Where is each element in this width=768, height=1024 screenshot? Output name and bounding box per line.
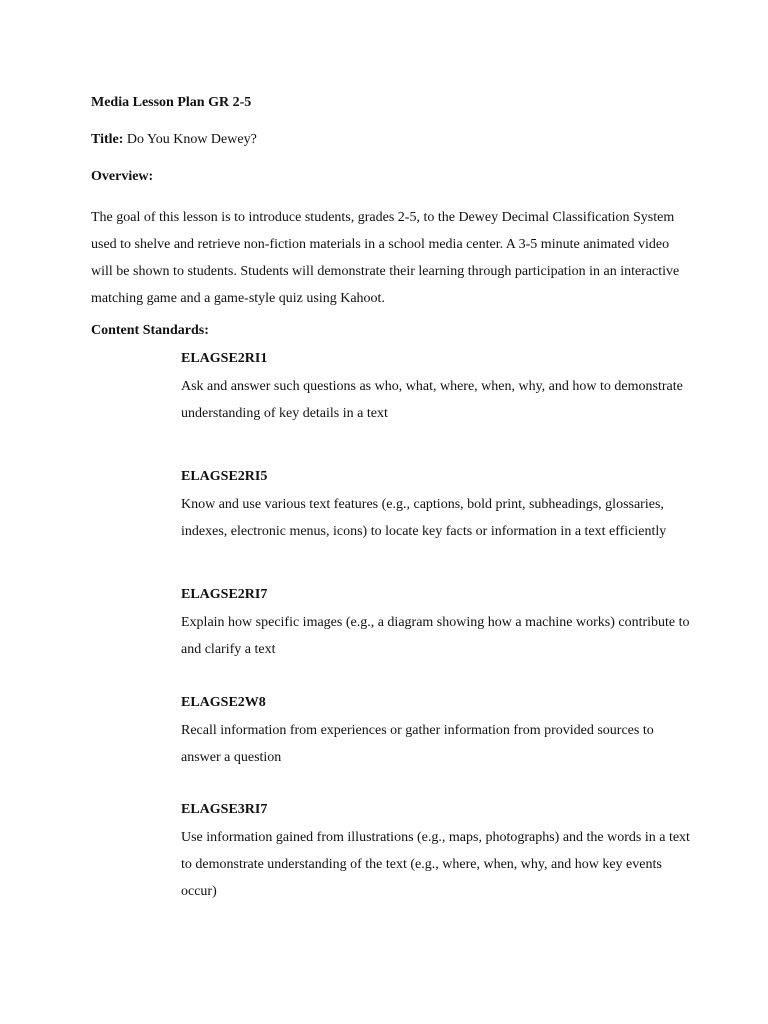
standard-item (181, 693, 691, 800)
standard-description: Recall information from experiences or gather information from provided sources to answer a question (181, 723, 654, 765)
title-value: Do You Know Dewey? (123, 132, 257, 147)
content-standards-label: Content Standards: (91, 323, 209, 338)
standard-description: Explain how specific images (e.g., a diagram showing how a machine works) contribute to and clarify a text (181, 615, 690, 657)
standard-description: Know and use various text features (e.g., captions, bold print, subheadings, glossaries, indexes, electronic menus, icons) to locate key facts or information in a text efficiently (181, 497, 667, 539)
standard-item (181, 349, 691, 467)
title-line (91, 131, 257, 149)
title-label: Title: (91, 132, 124, 147)
overview-paragraph: The goal of this lesson is to introduce students, grades 2-5, to the Dewey Decimal Classification System used to shelve and retrieve non-fiction materials in a school media center. A 3-5 minute animated video will be shown to students. Students will demonstrate their learning through participation in an interactive matching game and a game-style quiz using Kahoot. (91, 210, 680, 306)
standard-code: ELAGSE2RI1 (181, 351, 268, 366)
standard-item (181, 467, 691, 585)
document-heading: Media Lesson Plan GR 2-5 (91, 95, 252, 110)
standards-list (181, 349, 691, 905)
standard-description: Use information gained from illustrations (e.g., maps, photographs) and the words in a text to demonstrate understanding of the text (e.g., where, when, why, and how key events occur) (181, 830, 690, 899)
standard-description: Ask and answer such questions as who, what, where, when, why, and how to demonstrate understanding of key details in a text (181, 379, 683, 421)
standard-code: ELAGSE2RI7 (181, 587, 268, 602)
standard-code: ELAGSE3RI7 (181, 802, 268, 817)
standard-item (181, 585, 691, 693)
standard-code: ELAGSE2W8 (181, 695, 266, 710)
standard-code: ELAGSE2RI5 (181, 469, 268, 484)
overview-label: Overview: (91, 169, 154, 184)
standard-item (181, 800, 691, 905)
